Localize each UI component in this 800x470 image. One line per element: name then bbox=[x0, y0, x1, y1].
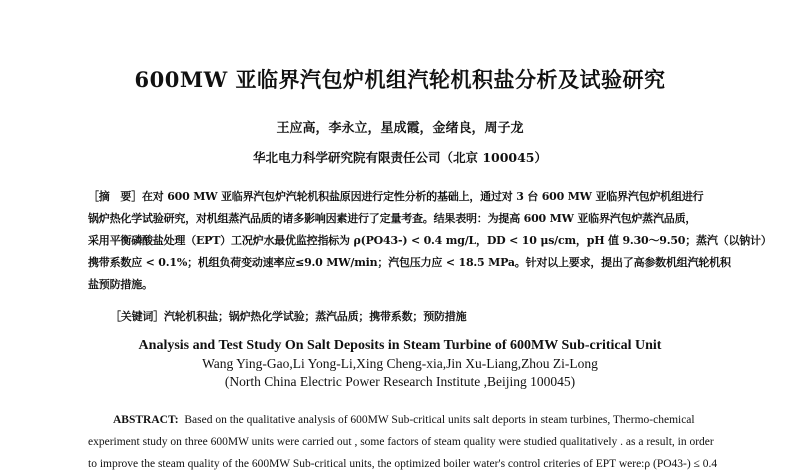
abstract-english-line bbox=[113, 414, 695, 426]
abstract-english-text: Based on the qualitative analysis of 600MW Sub-critical units salt deports in steam turbines, Thermo-chemical bbox=[184, 414, 695, 426]
affiliation-chinese: 华北电力科学研究院有限责任公司（北京 100045） bbox=[252, 150, 548, 165]
abstract-chinese-line: 携带系数应 < 0.1%；机组负荷变动速率应≤9.0 MW/min；汽包压力应 < 18.5 MPa。针对以上要求，提出了高参数机组汽轮机积 bbox=[88, 256, 731, 269]
abstract-english-line: experiment study on three 600MW units were carried out , some factors of steam quality were studied qualitatively . as a result, in order bbox=[88, 436, 714, 448]
affiliation-english: (North China Electric Power Research Institute ,Beijing 100045) bbox=[224, 374, 576, 389]
abstract-chinese-line: 锅炉热化学试验研究，对机组蒸汽品质的诸多影响因素进行了定量考查。结果表明：为提高 600 MW 亚临界汽包炉蒸汽品质， bbox=[88, 212, 697, 225]
authors-chinese: 王应高，李永立，星成霞，金绪良，周子龙 bbox=[276, 121, 524, 136]
abstract-chinese-line: 采用平衡磷酸盐处理（EPT）工况炉水最优监控指标为 ρ(PO43-) < 0.4 mg/L，DD < 10 μs/cm，pH 值 9.30～9.50；蒸汽（以钠计） bbox=[88, 234, 772, 247]
abstract-chinese-line: ［摘 要］在对 600 MW 亚临界汽包炉汽轮机积盐原因进行定性分析的基础上，通过对 3 台 600 MW 亚临界汽包炉机组进行 bbox=[88, 190, 704, 203]
abstract-chinese-line: 盐预防措施。 bbox=[88, 278, 153, 291]
paper-title-chinese: 600MW 亚临界汽包炉机组汽轮机积盐分析及试验研究 bbox=[134, 67, 666, 92]
abstract-english-line: to improve the steam quality of the 600MW Sub-critical units, the optimized boiler water's control criteries of EPT were:ρ (PO43-) ≤ 0.4 bbox=[88, 458, 718, 470]
paper-title-english: Analysis and Test Study On Salt Deposits in Steam Turbine of 600MW Sub-critical Unit bbox=[138, 338, 662, 353]
keywords-chinese: ［关键词］汽轮机积盐；锅炉热化学试验；蒸汽品质；携带系数；预防措施 bbox=[110, 310, 467, 323]
authors-english: Wang Ying-Gao,Li Yong-Li,Xing Cheng-xia,Jin Xu-Liang,Zhou Zi-Long bbox=[202, 356, 598, 371]
abstract-label: ABSTRACT: bbox=[113, 414, 179, 426]
